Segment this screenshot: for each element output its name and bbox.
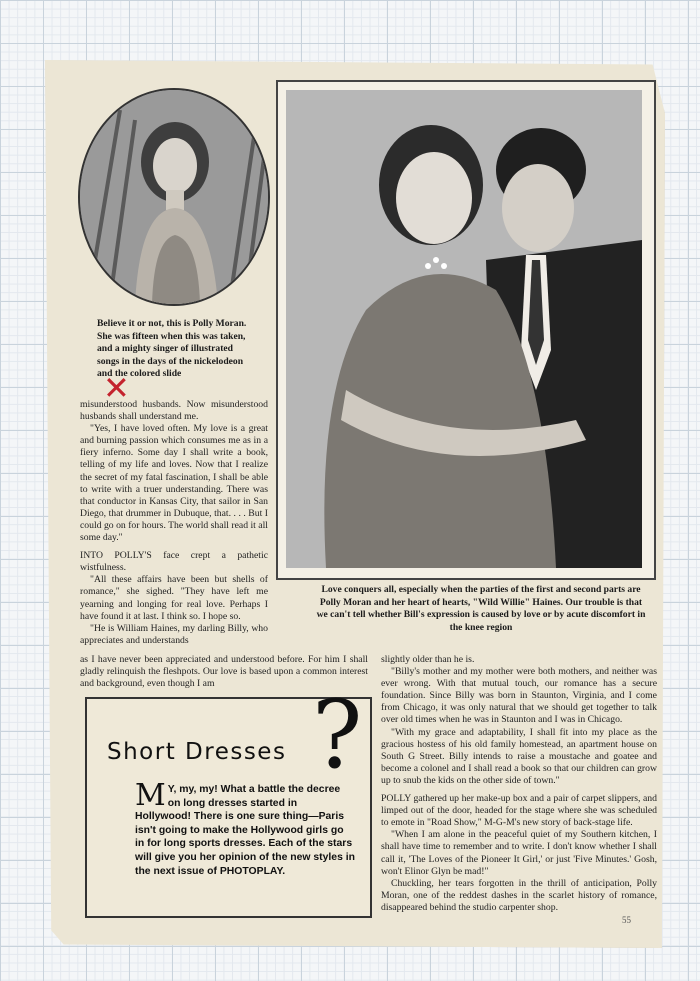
box-text bbox=[135, 778, 355, 878]
box-body: Y, my, my! What a battle the decree on long dresses started in Hollywood! There is one sure thing—Paris isn't going to make the Hollywood girls go in for long sports dresses. Each of the stars will give you her opinion of the new styles in the next issue of PHOTOPLAY. bbox=[135, 784, 355, 877]
couple-photo bbox=[286, 90, 642, 568]
box-title: Short Dresses bbox=[107, 739, 287, 765]
drop-cap: M bbox=[135, 778, 166, 813]
paragraph: "Yes, I have loved often. My love is a great and burning passion which consumes me as in a fiery inferno. Some day I shall write a book, telling of my life and loves. Now that I realize the secret of my fatal fascination, I shall be able to write with a truer understanding. There was that conductor in Kansas City, that sailor in San Diego, that drummer in Dubuque, that. . . . But I could go on for hours. The world shall read it all some day." bbox=[80, 423, 268, 544]
paragraph: INTO POLLY'S face crept a pathetic wistfulness. bbox=[80, 550, 268, 574]
question-mark-glyph: ? bbox=[312, 681, 363, 790]
photo-caption: Love conquers all, especially when the parties of the first and second parts are Polly Moran and her heart of hearts, "Wild Willie" Haines. Our trouble is that we can't tell whether Bill's expression is caused by love or by acute discomfort in the knee region bbox=[316, 584, 646, 633]
paragraph: "With my grace and adaptability, I shall fit into my place as the gracious hostess of his old family homestead, an apartment house on South G Street. Billy intends to raise a moustache and goatee and become a colonel and I shall read a book so that our children can grow up to snub the kids on the other side of town." bbox=[381, 726, 657, 786]
paragraph: POLLY gathered up her make-up box and a pair of carpet slippers, and limped out of the door, headed for the stage where she was scheduled to emote in "Road Show," M-G-M's new story of back-stage life. bbox=[381, 793, 657, 829]
portrait-illustration bbox=[80, 90, 268, 304]
paragraph: misunderstood husbands. Now misunderstood husbands shall understand me. bbox=[80, 399, 268, 423]
wide-paragraph: as I have never been appreciated and understood before. For him I shall gladly relinquish the fleshpots. Our love is based upon a common interest and background, even though I am bbox=[80, 654, 368, 690]
paragraph: "Billy's mother and my mother were both mothers, and neither was ever wrong. With that mutual touch, our romance has a secure foundation. Since Billy was born in Staunton, Virginia, and I come from Chicago, it was only natural that we should get together to talk over old times when he was in Staunton and I was in Chicago. bbox=[381, 666, 657, 726]
paragraph: "He is William Haines, my darling Billy, who appreciates and understands bbox=[80, 622, 268, 646]
right-column bbox=[381, 654, 657, 914]
couple-photo-illustration bbox=[286, 90, 642, 568]
red-x-mark: ✕ bbox=[103, 369, 130, 407]
paragraph: "When I am alone in the peaceful quiet of my Southern kitchen, I shall have time to remember and to write. I don't know whether I shall call it, 'The Loves of the Pioneer It Girl,' or just 'Five Minutes.' Gosh, won't Elinor Glyn be mad!" bbox=[381, 829, 657, 877]
main-photo-frame bbox=[276, 80, 656, 580]
paragraph: Chuckling, her tears forgotten in the thrill of anticipation, Polly Moran, one of the reddest dashes in the scarlet history of romance, disappeared behind the studio carpenter shop. bbox=[381, 877, 657, 913]
left-column bbox=[80, 399, 268, 647]
oval-portrait bbox=[78, 88, 270, 306]
portrait-caption: Believe it or not, this is Polly Moran. She was fifteen when this was taken, and a mighty singer of illustrated songs in the days of the nickelodeon and the colored slide bbox=[97, 318, 247, 380]
short-dresses-box bbox=[85, 681, 372, 918]
paragraph: "All these affairs have been but shells of romance," she sighed. "They have left me yearning and longing for real love. Perhaps I have found it at last. I think so. I hope so. bbox=[80, 574, 268, 622]
page-number: 55 bbox=[622, 915, 631, 925]
paragraph: slightly older than he is. bbox=[381, 654, 475, 665]
